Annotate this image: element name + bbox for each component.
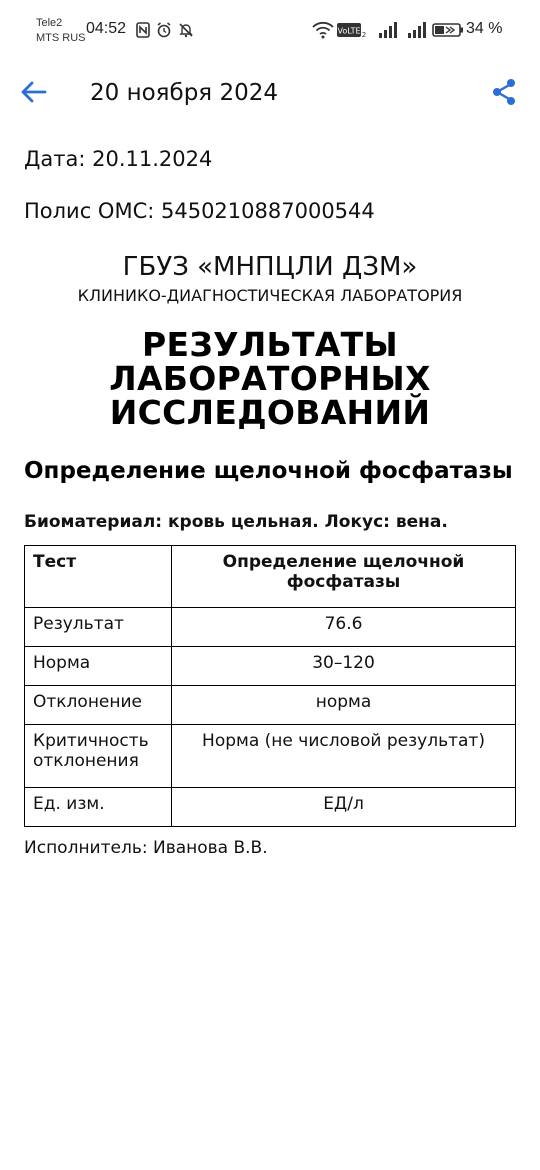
table-header-test: Тест — [25, 546, 172, 608]
signal-icon — [407, 20, 427, 40]
carrier-1: Tele2 — [36, 17, 63, 29]
share-icon — [491, 78, 517, 110]
table-cell-value: Норма (не числовой результат) — [172, 725, 516, 788]
results-table — [24, 545, 516, 827]
table-row — [25, 686, 516, 725]
report-title-line: ЛАБОРАТОРНЫХ — [109, 359, 431, 398]
carrier-2: MTS RUS — [36, 32, 86, 44]
table-row — [25, 647, 516, 686]
table-row — [25, 725, 516, 788]
table-cell-label: Результат — [25, 608, 172, 647]
test-heading: Определение щелочной фосфатазы — [24, 458, 513, 484]
table-header-row — [25, 546, 516, 608]
date-line: Дата: 20.11.2024 — [24, 147, 213, 171]
table-cell-label: Норма — [25, 647, 172, 686]
svg-text:VoLTE: VoLTE — [337, 26, 361, 36]
table-cell-value: норма — [172, 686, 516, 725]
app-bar — [0, 68, 540, 120]
organization-name: ГБУЗ «МНПЦЛИ ДЗМ» — [122, 252, 418, 282]
table-cell-label: Критичность отклонения — [25, 725, 172, 788]
status-time: 04:52 — [86, 20, 127, 37]
wifi-icon — [312, 20, 334, 40]
carrier-names — [36, 16, 86, 46]
report-title-line: ИССЛЕДОВАНИЙ — [109, 393, 431, 432]
battery-percent: 34 % — [466, 20, 503, 37]
report-title — [60, 325, 480, 432]
battery-icon — [432, 20, 464, 40]
alarm-icon — [156, 20, 172, 40]
table-header-test-name: Определение щелочной фосфатазы — [172, 546, 516, 608]
arrow-back-icon — [19, 80, 47, 108]
svg-text:2: 2 — [361, 31, 367, 38]
volte-icon — [337, 20, 367, 40]
table-row — [25, 608, 516, 647]
table-cell-value: ЕД/л — [172, 788, 516, 827]
table-row — [25, 788, 516, 827]
table-cell-label: Отклонение — [25, 686, 172, 725]
signal-icon — [378, 20, 398, 40]
table-cell-label: Ед. изм. — [25, 788, 172, 827]
nfc-icon — [136, 20, 150, 40]
executor-line: Исполнитель: Иванова В.В. — [24, 838, 268, 858]
biomaterial-line: Биоматериал: кровь цельная. Локус: вена. — [24, 512, 448, 532]
policy-line: Полис ОМС: 5450210887000544 — [24, 199, 375, 223]
table-cell-value: 30–120 — [172, 647, 516, 686]
page-title: 20 ноября 2024 — [90, 80, 278, 106]
back-button[interactable] — [14, 76, 52, 112]
organization-subtitle: КЛИНИКО-ДИАГНОСТИЧЕСКАЯ ЛАБОРАТОРИЯ — [77, 286, 463, 305]
share-button[interactable] — [486, 76, 522, 112]
status-bar — [0, 0, 540, 60]
report-title-line: РЕЗУЛЬТАТЫ — [142, 325, 398, 364]
mute-icon — [178, 20, 194, 40]
table-cell-value: 76.6 — [172, 608, 516, 647]
